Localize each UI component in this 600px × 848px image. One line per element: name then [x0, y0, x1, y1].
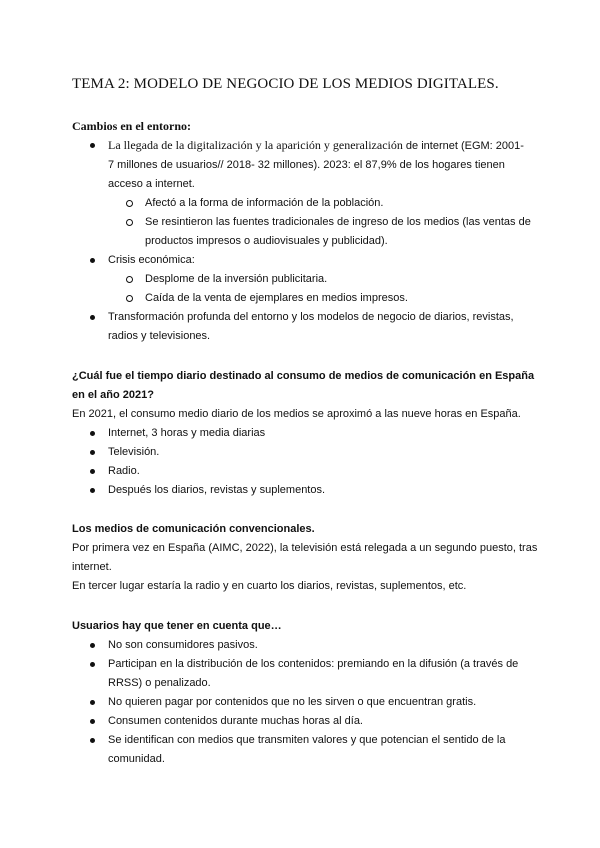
list-item-text: Después los diarios, revistas y suplementos.	[108, 484, 326, 496]
list-usuarios	[0, 636, 600, 769]
list-item	[0, 136, 530, 194]
bullet-icon	[90, 315, 95, 320]
list-item-text: No son consumidores pasivos.	[108, 639, 258, 651]
bullet-icon	[90, 258, 95, 263]
bullet-icon	[90, 662, 95, 667]
bullet-icon	[90, 738, 95, 743]
bullet-icon	[90, 450, 95, 455]
sub-list-item	[0, 213, 532, 251]
list-item	[0, 655, 530, 693]
hollow-bullet-icon	[126, 200, 133, 207]
list-item-text: Televisión.	[108, 446, 160, 458]
list-item	[0, 636, 530, 655]
bullet-icon	[90, 719, 95, 724]
list-item	[0, 731, 530, 769]
list-item	[0, 443, 530, 462]
section-heading-cambios: Cambios en el entorno:	[72, 119, 191, 133]
section-heading-tiempo-diario: ¿Cuál fue el tiempo diario destinado al consumo de medios de comunicación en España en el año 2021?	[72, 370, 535, 401]
section-intro: En 2021, el consumo medio diario de los medios se aproximó a las nueve horas en España.	[72, 408, 521, 420]
list-item-text: No quieren pagar por contenidos que no les sirven o que encuentran gratis.	[108, 696, 477, 708]
list-item-text: Internet, 3 horas y media diarias	[108, 427, 266, 439]
paragraph: En tercer lugar estaría la radio y en cuarto los diarios, revistas, suplementos, etc.	[72, 580, 467, 592]
hollow-bullet-icon	[126, 276, 133, 283]
list-item-text: Transformación profunda del entorno y los modelos de negocio de diarios, revistas, radios y televisiones.	[108, 311, 514, 342]
list-item	[0, 424, 530, 443]
bullet-icon	[90, 469, 95, 474]
sub-list-item-text: Desplome de la inversión publicitaria.	[145, 273, 328, 285]
section-heading-usuarios: Usuarios hay que tener en cuenta que…	[72, 620, 282, 632]
list-item	[0, 251, 530, 270]
bullet-icon	[90, 488, 95, 493]
bullet-icon	[90, 143, 95, 148]
list-item-text: Consumen contenidos durante muchas horas al día.	[108, 715, 363, 727]
list-item-text: Participan en la distribución de los contenidos: premiando en la difusión (a través de RRSS) o penalizado.	[108, 658, 519, 689]
sub-list-item	[0, 270, 532, 289]
paragraph: Por primera vez en España (AIMC, 2022), la televisión está relegada a un segundo puesto, tras internet.	[72, 542, 538, 573]
list-item-text: Radio.	[108, 465, 140, 477]
list-consumo	[0, 424, 600, 500]
list-item-lead: La llegada de la digitalización y la aparición y generalización	[108, 138, 403, 152]
sub-list-item-text: Caída de la venta de ejemplares en medios impresos.	[145, 292, 408, 304]
bullet-icon	[90, 431, 95, 436]
sub-list-item	[0, 289, 532, 308]
sub-list-item	[0, 194, 532, 213]
list-item	[0, 462, 530, 481]
sub-list-item-text: Se resintieron las fuentes tradicionales de ingreso de los medios (las ventas de productos impresos o audiovisuales y publicidad).	[145, 216, 531, 247]
sub-list-item-text: Afectó a la forma de información de la población.	[145, 197, 384, 209]
list-item-text: Se identifican con medios que transmiten valores y que potencian el sentido de la comunidad.	[108, 734, 506, 765]
list-cambios	[0, 136, 600, 346]
section-heading-convencionales: Los medios de comunicación convencionales.	[72, 523, 315, 535]
list-item	[0, 308, 530, 346]
list-item-text: de internet (EGM: 2001- 7 millones de usuarios// 2018- 32 millones). 2023: el 87,9% de los hogares tienen acceso a internet.	[108, 140, 524, 190]
hollow-bullet-icon	[126, 295, 133, 302]
document-title: TEMA 2: MODELO DE NEGOCIO DE LOS MEDIOS DIGITALES.	[72, 76, 499, 92]
bullet-icon	[90, 643, 95, 648]
list-item	[0, 712, 530, 731]
hollow-bullet-icon	[126, 219, 133, 226]
list-item	[0, 693, 530, 712]
bullet-icon	[90, 700, 95, 705]
list-item-text: Crisis económica:	[108, 254, 195, 266]
list-item	[0, 481, 530, 500]
